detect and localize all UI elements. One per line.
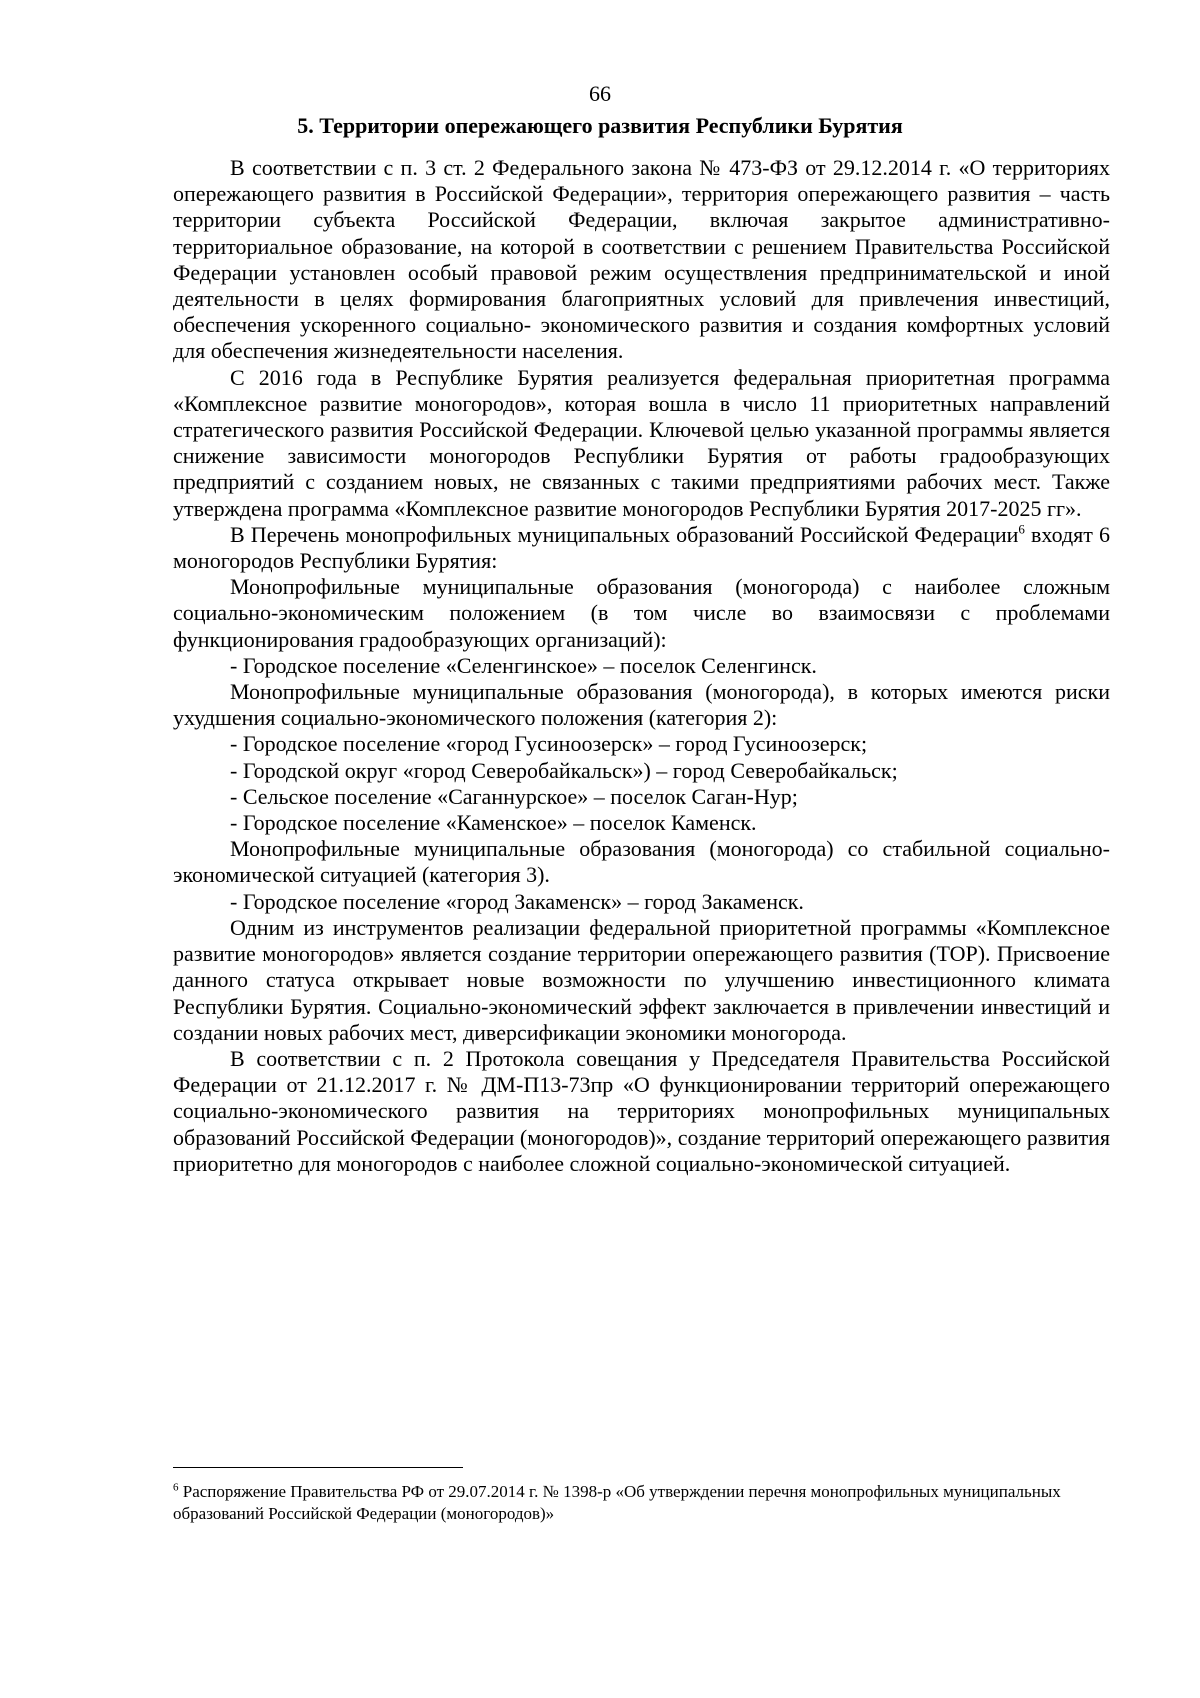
footnote-separator [173,1467,463,1468]
paragraph-list-intro-text: В Перечень монопрофильных муниципальных образований Российской Федерации [230,521,1019,547]
paragraph-list-intro [173,522,1110,574]
paragraph-category-1: Монопрофильные муниципальные образования (моногорода) с наиболее сложным социально-экономическим положением (в том числе во взаимосвязи с проблемами функционирования градообразующих организаций): [173,574,1110,652]
paragraph-list-intro-tail: входят 6 моногородов Республики Бурятия: [173,521,1111,574]
document-body [173,155,1110,1177]
footnote [173,1481,1110,1525]
list-item-sagan-nur: - Сельское поселение «Саганнурское» – поселок Саган-Нур; [230,783,798,809]
list-item-severobaikalsk: - Городской округ «город Северобайкальск») – город Северобайкальск; [230,757,898,783]
section-title: 5. Территории опережающего развития Республики Бурятия [297,113,903,138]
footnote-reference[interactable]: 6 [1018,521,1025,537]
list-item-zakamensk: - Городское поселение «город Закаменск» – город Закаменск. [230,888,804,914]
paragraph-program: С 2016 года в Республике Бурятия реализуется федеральная приоритетная программа «Комплексное развитие моногородов», которая вошла в число 11 приоритетных направлений стратегического развития Российской Федерации. Ключевой целью указанной программы является снижение зависимости моногородов Республики Бурятия от работы градообразующих предприятий с созданием новых, не связанных с такими предприятиями рабочих мест. Также утверждена программа «Комплексное развитие моногородов Республики Бурятия 2017-2025 гг». [173,364,1110,521]
list-item-gusinoozersk: - Городское поселение «город Гусиноозерск» – город Гусиноозерск; [230,731,868,757]
page-number: 66 [589,81,611,106]
list-item-selenginsk: - Городское поселение «Селенгинское» – поселок Селенгинск. [230,652,817,678]
paragraph-tor: Одним из инструментов реализации федеральной приоритетной программы «Комплексное развитие моногородов» является создание территории опережающего развития (ТОР). Присвоение данного статуса открывает новые возможности по улучшению инвестиционного климата Республики Бурятия. Социально-экономический эффект заключается в привлечении инвестиций и создании новых рабочих мест, диверсификации экономики моногорода. [173,914,1110,1045]
paragraph-category-3: Монопрофильные муниципальные образования (моногорода) со стабильной социально-экономической ситуацией (категория 3). [173,836,1110,888]
list-item-kamensk: - Городское поселение «Каменское» – поселок Каменск. [230,810,757,836]
footnote-mark: 6 [173,1481,179,1494]
paragraph-category-2: Монопрофильные муниципальные образования (моногорода), в которых имеются риски ухудшения социально-экономического положения (категория 2): [173,679,1110,731]
footnote-text: Распоряжение Правительства РФ от 29.07.2014 г. № 1398-р «Об утверждении перечня монопрофильных муниципальных образований Российской Федерации (моногородов)» [173,1482,1061,1523]
paragraph-protocol: В соответствии с п. 2 Протокола совещания у Председателя Правительства Российской Федерации от 21.12.2017 г. № ДМ-П13-73пр «О функционировании территорий опережающего социально-экономического развития на территориях монопрофильных муниципальных образований Российской Федерации (моногородов)», создание территорий опережающего развития приоритетно для моногородов с наиболее сложной социально-экономической ситуацией. [173,1045,1110,1176]
paragraph-legal-definition: В соответствии с п. 3 ст. 2 Федерального закона № 473-ФЗ от 29.12.2014 г. «О территориях опережающего развития в Российской Федерации», территория опережающего развития – часть территории субъекта Российской Федерации, включая закрытое административно- территориальное образование, на которой в соответствии с решением Правительства Российской Федерации установлен особый правовой режим осуществления предпринимательской и иной деятельности в целях формирования благоприятных условий для привлечения инвестиций, обеспечения ускоренного социально- экономического развития и создания комфортных условий для обеспечения жизнедеятельности населения. [173,155,1110,364]
